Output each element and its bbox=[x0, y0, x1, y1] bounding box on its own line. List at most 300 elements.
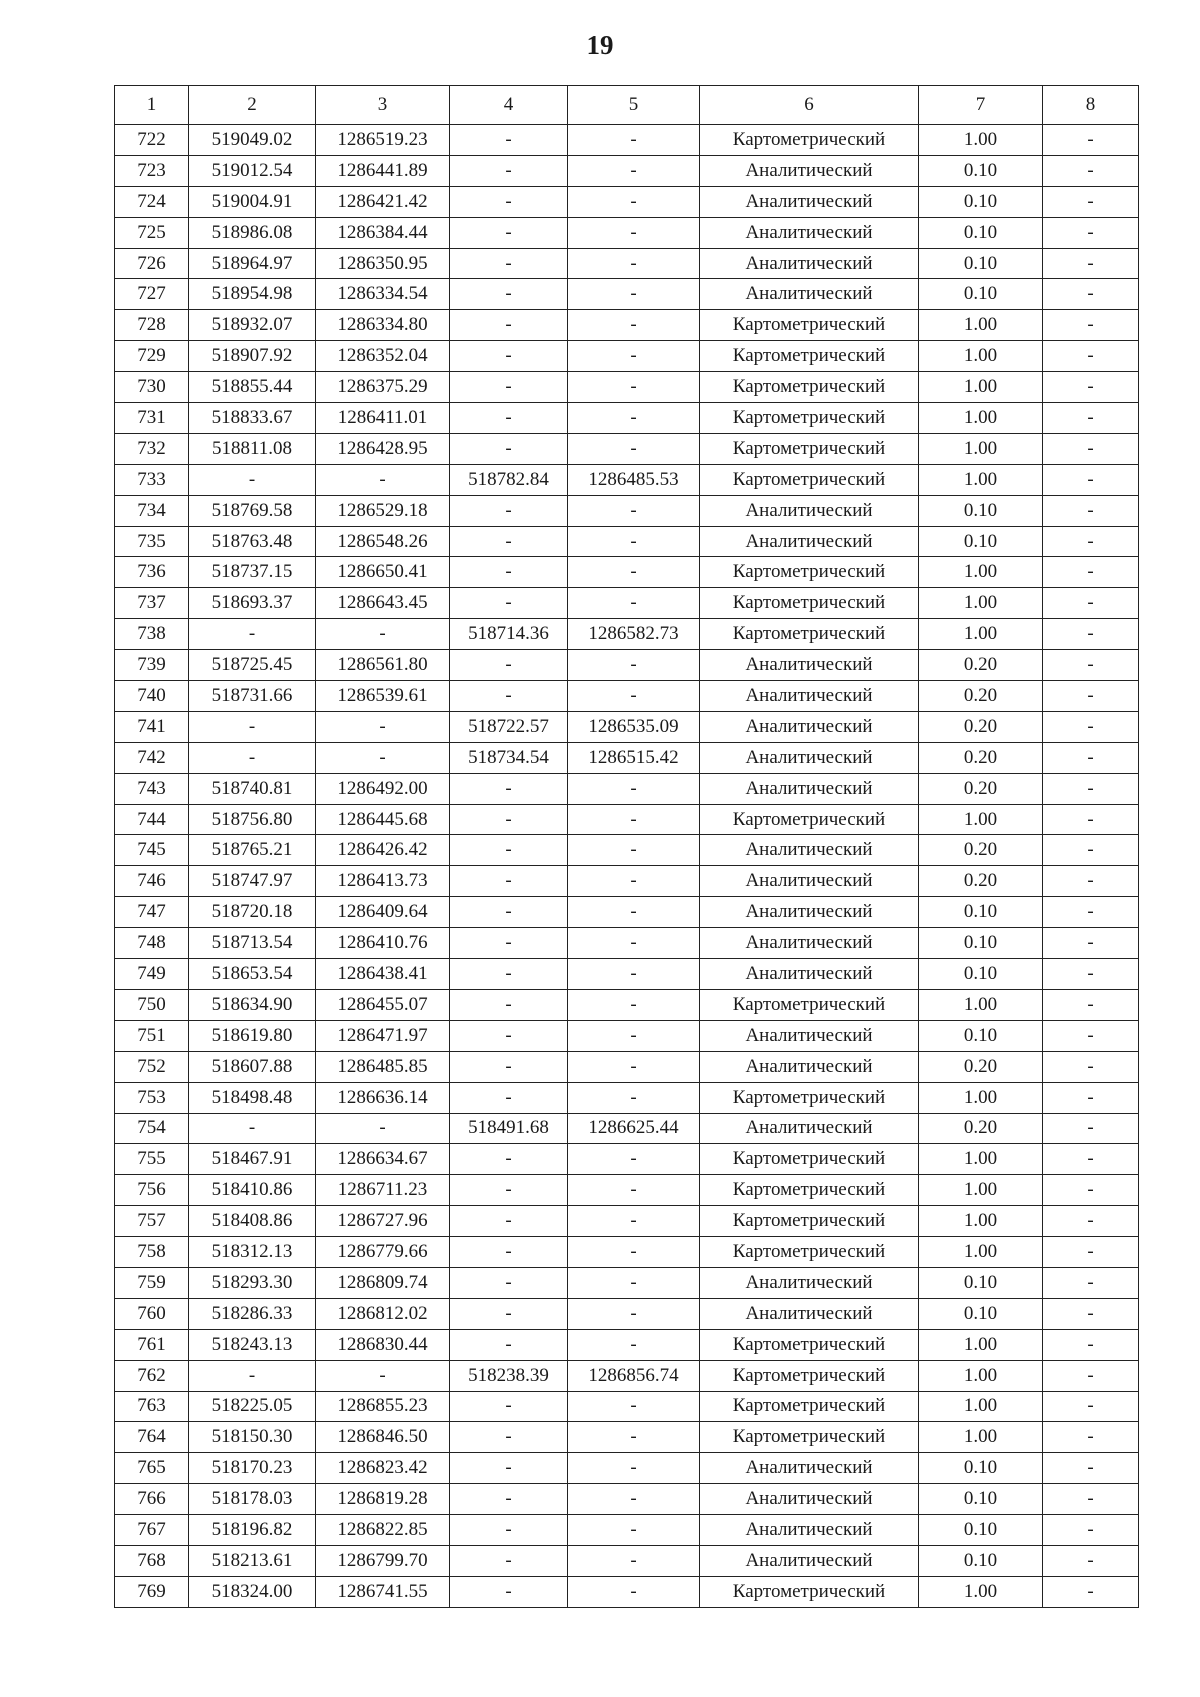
y-existing-cell: 1286375.29 bbox=[316, 372, 450, 403]
y-new-cell: 1286485.53 bbox=[568, 464, 700, 495]
x-existing-cell: 518907.92 bbox=[189, 341, 316, 372]
y-existing-cell: - bbox=[316, 619, 450, 650]
x-existing-cell: - bbox=[189, 619, 316, 650]
x-new-cell: - bbox=[450, 1206, 568, 1237]
precision-cell: 1.00 bbox=[919, 1206, 1043, 1237]
x-new-cell: - bbox=[450, 804, 568, 835]
description-cell: - bbox=[1043, 155, 1139, 186]
y-new-cell: - bbox=[568, 989, 700, 1020]
point-number-cell: 725 bbox=[115, 217, 189, 248]
y-new-cell: - bbox=[568, 928, 700, 959]
x-new-cell: 518238.39 bbox=[450, 1360, 568, 1391]
precision-cell: 1.00 bbox=[919, 403, 1043, 434]
precision-cell: 1.00 bbox=[919, 1144, 1043, 1175]
y-new-cell: - bbox=[568, 804, 700, 835]
y-existing-cell: 1286519.23 bbox=[316, 125, 450, 156]
method-cell: Аналитический bbox=[700, 773, 919, 804]
table-row bbox=[115, 1206, 1139, 1237]
y-new-cell: - bbox=[568, 959, 700, 990]
description-cell: - bbox=[1043, 1237, 1139, 1268]
x-new-cell: - bbox=[450, 1237, 568, 1268]
table-row bbox=[115, 1237, 1139, 1268]
y-existing-cell: 1286350.95 bbox=[316, 248, 450, 279]
x-existing-cell: 519004.91 bbox=[189, 186, 316, 217]
x-existing-cell: 518747.97 bbox=[189, 866, 316, 897]
point-number-cell: 726 bbox=[115, 248, 189, 279]
table-row bbox=[115, 681, 1139, 712]
point-number-cell: 753 bbox=[115, 1082, 189, 1113]
x-new-cell: - bbox=[450, 155, 568, 186]
y-existing-cell: 1286334.80 bbox=[316, 310, 450, 341]
point-number-cell: 768 bbox=[115, 1545, 189, 1576]
precision-cell: 0.10 bbox=[919, 217, 1043, 248]
table-row bbox=[115, 1453, 1139, 1484]
method-cell: Картометрический bbox=[700, 1175, 919, 1206]
x-existing-cell: 518619.80 bbox=[189, 1020, 316, 1051]
y-new-cell: - bbox=[568, 1391, 700, 1422]
point-number-cell: 743 bbox=[115, 773, 189, 804]
y-existing-cell: 1286445.68 bbox=[316, 804, 450, 835]
y-existing-cell: 1286409.64 bbox=[316, 897, 450, 928]
y-new-cell: - bbox=[568, 866, 700, 897]
point-number-cell: 723 bbox=[115, 155, 189, 186]
precision-cell: 1.00 bbox=[919, 125, 1043, 156]
table-row bbox=[115, 650, 1139, 681]
precision-cell: 0.10 bbox=[919, 155, 1043, 186]
y-existing-cell: 1286819.28 bbox=[316, 1484, 450, 1515]
precision-cell: 0.10 bbox=[919, 1298, 1043, 1329]
description-cell: - bbox=[1043, 341, 1139, 372]
x-existing-cell: 518986.08 bbox=[189, 217, 316, 248]
y-existing-cell: 1286846.50 bbox=[316, 1422, 450, 1453]
description-cell: - bbox=[1043, 989, 1139, 1020]
y-existing-cell: - bbox=[316, 1360, 450, 1391]
x-existing-cell: 518225.05 bbox=[189, 1391, 316, 1422]
x-existing-cell: 518170.23 bbox=[189, 1453, 316, 1484]
x-new-cell: - bbox=[450, 1453, 568, 1484]
x-existing-cell: - bbox=[189, 742, 316, 773]
y-new-cell: - bbox=[568, 155, 700, 186]
point-number-cell: 748 bbox=[115, 928, 189, 959]
x-new-cell: - bbox=[450, 341, 568, 372]
y-new-cell: 1286625.44 bbox=[568, 1113, 700, 1144]
precision-cell: 0.10 bbox=[919, 1545, 1043, 1576]
table-row bbox=[115, 1144, 1139, 1175]
precision-cell: 1.00 bbox=[919, 310, 1043, 341]
x-new-cell: - bbox=[450, 186, 568, 217]
y-existing-cell: 1286643.45 bbox=[316, 588, 450, 619]
x-new-cell: 518491.68 bbox=[450, 1113, 568, 1144]
precision-cell: 0.10 bbox=[919, 186, 1043, 217]
table-row bbox=[115, 1545, 1139, 1576]
method-cell: Картометрический bbox=[700, 1422, 919, 1453]
description-cell: - bbox=[1043, 1267, 1139, 1298]
precision-cell: 0.10 bbox=[919, 526, 1043, 557]
method-cell: Аналитический bbox=[700, 835, 919, 866]
precision-cell: 1.00 bbox=[919, 588, 1043, 619]
y-new-cell: - bbox=[568, 557, 700, 588]
x-new-cell: - bbox=[450, 372, 568, 403]
method-cell: Аналитический bbox=[700, 650, 919, 681]
y-new-cell: - bbox=[568, 1144, 700, 1175]
x-new-cell: - bbox=[450, 1329, 568, 1360]
method-cell: Аналитический bbox=[700, 248, 919, 279]
precision-cell: 0.20 bbox=[919, 711, 1043, 742]
x-new-cell: - bbox=[450, 959, 568, 990]
method-cell: Аналитический bbox=[700, 279, 919, 310]
y-existing-cell: 1286413.73 bbox=[316, 866, 450, 897]
description-cell: - bbox=[1043, 1206, 1139, 1237]
y-existing-cell: 1286410.76 bbox=[316, 928, 450, 959]
table-row bbox=[115, 1113, 1139, 1144]
table-row bbox=[115, 403, 1139, 434]
y-existing-cell: 1286384.44 bbox=[316, 217, 450, 248]
description-cell: - bbox=[1043, 186, 1139, 217]
y-existing-cell: - bbox=[316, 742, 450, 773]
x-new-cell: - bbox=[450, 773, 568, 804]
column-header: 4 bbox=[450, 86, 568, 125]
x-new-cell: - bbox=[450, 1175, 568, 1206]
point-number-cell: 737 bbox=[115, 588, 189, 619]
precision-cell: 1.00 bbox=[919, 372, 1043, 403]
point-number-cell: 763 bbox=[115, 1391, 189, 1422]
point-number-cell: 760 bbox=[115, 1298, 189, 1329]
point-number-cell: 724 bbox=[115, 186, 189, 217]
description-cell: - bbox=[1043, 835, 1139, 866]
method-cell: Аналитический bbox=[700, 1298, 919, 1329]
x-existing-cell: 518725.45 bbox=[189, 650, 316, 681]
table-row bbox=[115, 897, 1139, 928]
description-cell: - bbox=[1043, 310, 1139, 341]
description-cell: - bbox=[1043, 557, 1139, 588]
y-new-cell: - bbox=[568, 1576, 700, 1607]
y-new-cell: - bbox=[568, 125, 700, 156]
x-existing-cell: 519049.02 bbox=[189, 125, 316, 156]
x-existing-cell: 518737.15 bbox=[189, 557, 316, 588]
table-row bbox=[115, 1391, 1139, 1422]
precision-cell: 1.00 bbox=[919, 989, 1043, 1020]
y-new-cell: - bbox=[568, 1484, 700, 1515]
table-row bbox=[115, 619, 1139, 650]
method-cell: Картометрический bbox=[700, 1360, 919, 1391]
precision-cell: 1.00 bbox=[919, 1391, 1043, 1422]
x-existing-cell: 519012.54 bbox=[189, 155, 316, 186]
precision-cell: 0.20 bbox=[919, 1113, 1043, 1144]
precision-cell: 0.10 bbox=[919, 1020, 1043, 1051]
y-new-cell: - bbox=[568, 1206, 700, 1237]
y-existing-cell: 1286799.70 bbox=[316, 1545, 450, 1576]
x-existing-cell: 518731.66 bbox=[189, 681, 316, 712]
method-cell: Аналитический bbox=[700, 711, 919, 742]
method-cell: Картометрический bbox=[700, 588, 919, 619]
description-cell: - bbox=[1043, 928, 1139, 959]
method-cell: Картометрический bbox=[700, 1329, 919, 1360]
y-existing-cell: - bbox=[316, 1113, 450, 1144]
x-new-cell: - bbox=[450, 1082, 568, 1113]
x-existing-cell: 518467.91 bbox=[189, 1144, 316, 1175]
y-existing-cell: 1286855.23 bbox=[316, 1391, 450, 1422]
y-existing-cell: 1286426.42 bbox=[316, 835, 450, 866]
y-new-cell: - bbox=[568, 1020, 700, 1051]
x-existing-cell: 518312.13 bbox=[189, 1237, 316, 1268]
precision-cell: 0.20 bbox=[919, 835, 1043, 866]
y-new-cell: - bbox=[568, 186, 700, 217]
y-existing-cell: 1286830.44 bbox=[316, 1329, 450, 1360]
method-cell: Аналитический bbox=[700, 1545, 919, 1576]
x-existing-cell: 518607.88 bbox=[189, 1051, 316, 1082]
table-row bbox=[115, 1020, 1139, 1051]
method-cell: Картометрический bbox=[700, 1237, 919, 1268]
point-number-cell: 745 bbox=[115, 835, 189, 866]
y-new-cell: - bbox=[568, 372, 700, 403]
y-new-cell: 1286582.73 bbox=[568, 619, 700, 650]
method-cell: Аналитический bbox=[700, 742, 919, 773]
y-existing-cell: 1286634.67 bbox=[316, 1144, 450, 1175]
y-existing-cell: 1286812.02 bbox=[316, 1298, 450, 1329]
precision-cell: 1.00 bbox=[919, 1576, 1043, 1607]
point-number-cell: 751 bbox=[115, 1020, 189, 1051]
table-row bbox=[115, 1267, 1139, 1298]
precision-cell: 1.00 bbox=[919, 804, 1043, 835]
method-cell: Аналитический bbox=[700, 155, 919, 186]
description-cell: - bbox=[1043, 959, 1139, 990]
description-cell: - bbox=[1043, 588, 1139, 619]
table-row bbox=[115, 155, 1139, 186]
method-cell: Картометрический bbox=[700, 804, 919, 835]
point-number-cell: 758 bbox=[115, 1237, 189, 1268]
description-cell: - bbox=[1043, 619, 1139, 650]
x-new-cell: - bbox=[450, 650, 568, 681]
table-row bbox=[115, 928, 1139, 959]
description-cell: - bbox=[1043, 1391, 1139, 1422]
method-cell: Картометрический bbox=[700, 372, 919, 403]
x-existing-cell: 518720.18 bbox=[189, 897, 316, 928]
y-existing-cell: 1286334.54 bbox=[316, 279, 450, 310]
x-new-cell: - bbox=[450, 1298, 568, 1329]
description-cell: - bbox=[1043, 1175, 1139, 1206]
table-body bbox=[115, 125, 1139, 1608]
method-cell: Аналитический bbox=[700, 897, 919, 928]
point-number-cell: 738 bbox=[115, 619, 189, 650]
x-existing-cell: 518293.30 bbox=[189, 1267, 316, 1298]
description-cell: - bbox=[1043, 866, 1139, 897]
precision-cell: 1.00 bbox=[919, 1082, 1043, 1113]
x-new-cell: - bbox=[450, 1267, 568, 1298]
description-cell: - bbox=[1043, 1576, 1139, 1607]
description-cell: - bbox=[1043, 742, 1139, 773]
y-new-cell: - bbox=[568, 1237, 700, 1268]
x-new-cell: - bbox=[450, 681, 568, 712]
y-new-cell: - bbox=[568, 1298, 700, 1329]
x-new-cell: 518782.84 bbox=[450, 464, 568, 495]
y-new-cell: 1286535.09 bbox=[568, 711, 700, 742]
description-cell: - bbox=[1043, 1360, 1139, 1391]
method-cell: Картометрический bbox=[700, 341, 919, 372]
method-cell: Аналитический bbox=[700, 1020, 919, 1051]
y-existing-cell: 1286441.89 bbox=[316, 155, 450, 186]
precision-cell: 0.20 bbox=[919, 1051, 1043, 1082]
x-existing-cell: - bbox=[189, 464, 316, 495]
table-row bbox=[115, 125, 1139, 156]
y-existing-cell: 1286485.85 bbox=[316, 1051, 450, 1082]
method-cell: Картометрический bbox=[700, 1082, 919, 1113]
table-row bbox=[115, 1082, 1139, 1113]
point-number-cell: 764 bbox=[115, 1422, 189, 1453]
point-number-cell: 740 bbox=[115, 681, 189, 712]
point-number-cell: 759 bbox=[115, 1267, 189, 1298]
x-new-cell: - bbox=[450, 403, 568, 434]
point-number-cell: 729 bbox=[115, 341, 189, 372]
description-cell: - bbox=[1043, 1484, 1139, 1515]
x-new-cell: - bbox=[450, 279, 568, 310]
precision-cell: 1.00 bbox=[919, 619, 1043, 650]
y-existing-cell: 1286823.42 bbox=[316, 1453, 450, 1484]
x-new-cell: - bbox=[450, 1515, 568, 1546]
table-row bbox=[115, 372, 1139, 403]
method-cell: Аналитический bbox=[700, 1113, 919, 1144]
table-row bbox=[115, 1329, 1139, 1360]
x-new-cell: - bbox=[450, 1484, 568, 1515]
point-number-cell: 735 bbox=[115, 526, 189, 557]
method-cell: Аналитический bbox=[700, 495, 919, 526]
y-new-cell: - bbox=[568, 310, 700, 341]
method-cell: Картометрический bbox=[700, 557, 919, 588]
x-new-cell: - bbox=[450, 1576, 568, 1607]
column-header: 6 bbox=[700, 86, 919, 125]
x-existing-cell: 518769.58 bbox=[189, 495, 316, 526]
description-cell: - bbox=[1043, 495, 1139, 526]
y-new-cell: - bbox=[568, 1453, 700, 1484]
x-existing-cell: 518498.48 bbox=[189, 1082, 316, 1113]
x-new-cell: - bbox=[450, 495, 568, 526]
x-existing-cell: 518763.48 bbox=[189, 526, 316, 557]
description-cell: - bbox=[1043, 248, 1139, 279]
precision-cell: 0.10 bbox=[919, 1453, 1043, 1484]
table-row bbox=[115, 959, 1139, 990]
table-row bbox=[115, 711, 1139, 742]
column-header: 1 bbox=[115, 86, 189, 125]
x-existing-cell: 518756.80 bbox=[189, 804, 316, 835]
point-number-cell: 756 bbox=[115, 1175, 189, 1206]
y-new-cell: - bbox=[568, 650, 700, 681]
y-new-cell: - bbox=[568, 495, 700, 526]
table-row bbox=[115, 279, 1139, 310]
x-new-cell: - bbox=[450, 588, 568, 619]
x-existing-cell: 518954.98 bbox=[189, 279, 316, 310]
x-existing-cell: 518765.21 bbox=[189, 835, 316, 866]
description-cell: - bbox=[1043, 1453, 1139, 1484]
method-cell: Картометрический bbox=[700, 433, 919, 464]
x-existing-cell: 518740.81 bbox=[189, 773, 316, 804]
description-cell: - bbox=[1043, 1020, 1139, 1051]
column-header: 8 bbox=[1043, 86, 1139, 125]
method-cell: Аналитический bbox=[700, 866, 919, 897]
x-new-cell: - bbox=[450, 557, 568, 588]
point-number-cell: 728 bbox=[115, 310, 189, 341]
precision-cell: 1.00 bbox=[919, 557, 1043, 588]
method-cell: Картометрический bbox=[700, 1144, 919, 1175]
x-existing-cell: - bbox=[189, 1113, 316, 1144]
y-existing-cell: - bbox=[316, 464, 450, 495]
precision-cell: 0.20 bbox=[919, 650, 1043, 681]
page-number: 19 bbox=[586, 30, 614, 60]
x-existing-cell: - bbox=[189, 1360, 316, 1391]
y-new-cell: - bbox=[568, 1515, 700, 1546]
x-existing-cell: 518811.08 bbox=[189, 433, 316, 464]
x-new-cell: - bbox=[450, 433, 568, 464]
y-existing-cell: 1286727.96 bbox=[316, 1206, 450, 1237]
description-cell: - bbox=[1043, 217, 1139, 248]
y-existing-cell: 1286411.01 bbox=[316, 403, 450, 434]
column-header: 5 bbox=[568, 86, 700, 125]
x-new-cell: - bbox=[450, 1051, 568, 1082]
y-new-cell: 1286515.42 bbox=[568, 742, 700, 773]
precision-cell: 1.00 bbox=[919, 1422, 1043, 1453]
y-new-cell: - bbox=[568, 248, 700, 279]
description-cell: - bbox=[1043, 1545, 1139, 1576]
table-row bbox=[115, 989, 1139, 1020]
table-row bbox=[115, 804, 1139, 835]
y-existing-cell: 1286779.66 bbox=[316, 1237, 450, 1268]
point-number-cell: 757 bbox=[115, 1206, 189, 1237]
x-new-cell: - bbox=[450, 928, 568, 959]
x-existing-cell: 518324.00 bbox=[189, 1576, 316, 1607]
precision-cell: 0.20 bbox=[919, 742, 1043, 773]
table-row bbox=[115, 773, 1139, 804]
y-existing-cell: 1286438.41 bbox=[316, 959, 450, 990]
table-row bbox=[115, 341, 1139, 372]
precision-cell: 0.10 bbox=[919, 897, 1043, 928]
precision-cell: 1.00 bbox=[919, 1237, 1043, 1268]
x-existing-cell: 518150.30 bbox=[189, 1422, 316, 1453]
method-cell: Аналитический bbox=[700, 1484, 919, 1515]
x-existing-cell: 518196.82 bbox=[189, 1515, 316, 1546]
description-cell: - bbox=[1043, 804, 1139, 835]
table-row bbox=[115, 526, 1139, 557]
description-cell: - bbox=[1043, 711, 1139, 742]
method-cell: Картометрический bbox=[700, 310, 919, 341]
table-row bbox=[115, 588, 1139, 619]
y-new-cell: - bbox=[568, 279, 700, 310]
x-existing-cell: 518213.61 bbox=[189, 1545, 316, 1576]
description-cell: - bbox=[1043, 1051, 1139, 1082]
x-existing-cell: 518408.86 bbox=[189, 1206, 316, 1237]
table-row bbox=[115, 186, 1139, 217]
x-existing-cell: 518833.67 bbox=[189, 403, 316, 434]
y-new-cell: - bbox=[568, 835, 700, 866]
table-row bbox=[115, 742, 1139, 773]
y-existing-cell: 1286421.42 bbox=[316, 186, 450, 217]
y-new-cell: - bbox=[568, 1051, 700, 1082]
point-number-cell: 769 bbox=[115, 1576, 189, 1607]
y-existing-cell: 1286636.14 bbox=[316, 1082, 450, 1113]
description-cell: - bbox=[1043, 897, 1139, 928]
precision-cell: 0.20 bbox=[919, 681, 1043, 712]
point-number-cell: 734 bbox=[115, 495, 189, 526]
y-existing-cell: 1286822.85 bbox=[316, 1515, 450, 1546]
column-header: 7 bbox=[919, 86, 1043, 125]
x-existing-cell: 518286.33 bbox=[189, 1298, 316, 1329]
x-new-cell: - bbox=[450, 989, 568, 1020]
point-number-cell: 733 bbox=[115, 464, 189, 495]
x-new-cell: - bbox=[450, 866, 568, 897]
method-cell: Аналитический bbox=[700, 1515, 919, 1546]
precision-cell: 0.20 bbox=[919, 773, 1043, 804]
description-cell: - bbox=[1043, 1082, 1139, 1113]
y-new-cell: - bbox=[568, 681, 700, 712]
x-existing-cell: 518932.07 bbox=[189, 310, 316, 341]
y-new-cell: 1286856.74 bbox=[568, 1360, 700, 1391]
